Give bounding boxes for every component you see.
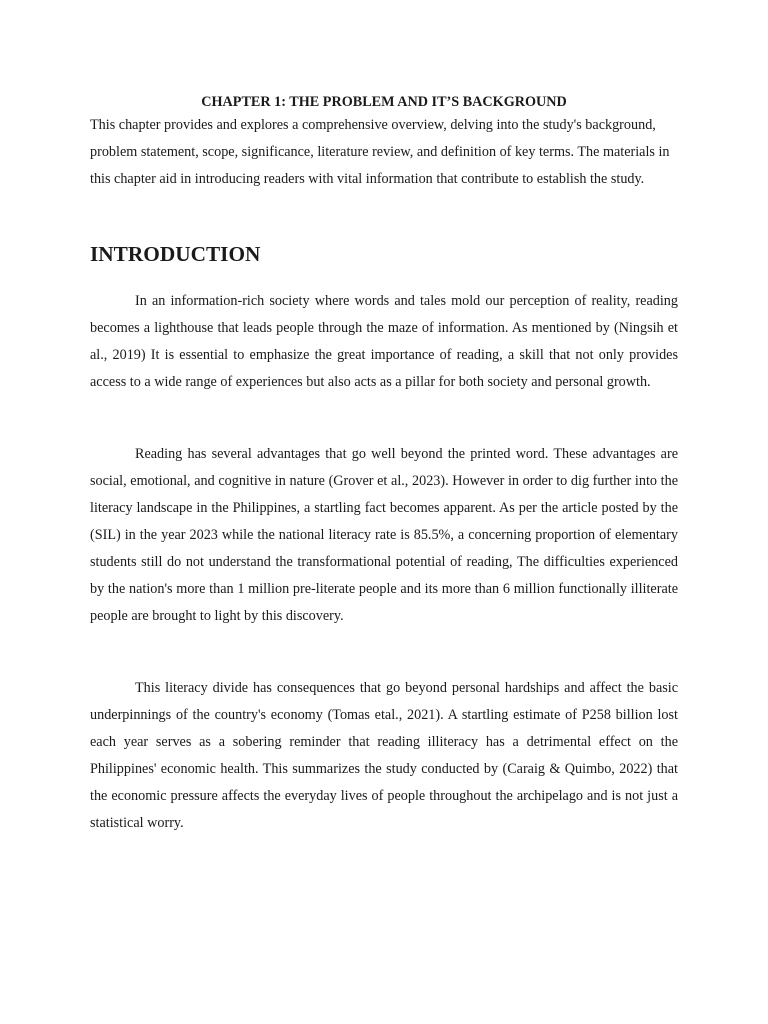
introduction-paragraph-1: In an information-rich society where words and tales mold our perception of reality, reading becomes a lighthouse that leads people through the maze of information. As mentioned by (Ningsih et al., 2019) It is essential to emphasize the great importance of reading, a skill that not only provides access to a wide range of experiences but also acts as a pillar for both society and personal growth. [90,293,678,390]
section-heading-introduction: INTRODUCTION [90,242,261,266]
introduction-paragraph-2: Reading has several advantages that go well beyond the printed word. These advantages are social, emotional, and cognitive in nature (Grover et al., 2023). However in order to dig further into the literacy landscape in the Philippines, a startling fact becomes apparent. As per the article posted by the (SIL) in the year 2023 while the national literacy rate is 85.5%, a concerning proportion of elementary students still do not understand the transformational potential of reading, The difficulties experienced by the nation's more than 1 million pre-literate people and its more than 6 million functionally illiterate people are brought to light by this discovery. [90,446,678,624]
document-page [90,92,678,831]
introduction-paragraph-3: This literacy divide has consequences that go beyond personal hardships and affect the basic underpinnings of the country's economy (Tomas etal., 2021). A startling estimate of P258 billion lost each year serves as a sobering reminder that reading illiteracy has a detrimental effect on the Philippines' economic health. This summarizes the study conducted by (Caraig & Quimbo, 2022) that the economic pressure affects the everyday lives of people throughout the archipelago and is not just a statistical worry. [90,680,678,831]
chapter-overview-paragraph: This chapter provides and explores a comprehensive overview, delving into the study's background, problem statement, scope, significance, literature review, and definition of key terms. The materials in this chapter aid in introducing readers with vital information that contribute to establish the study. [90,117,670,187]
chapter-title: CHAPTER 1: THE PROBLEM AND IT’S BACKGROUND [201,94,567,110]
